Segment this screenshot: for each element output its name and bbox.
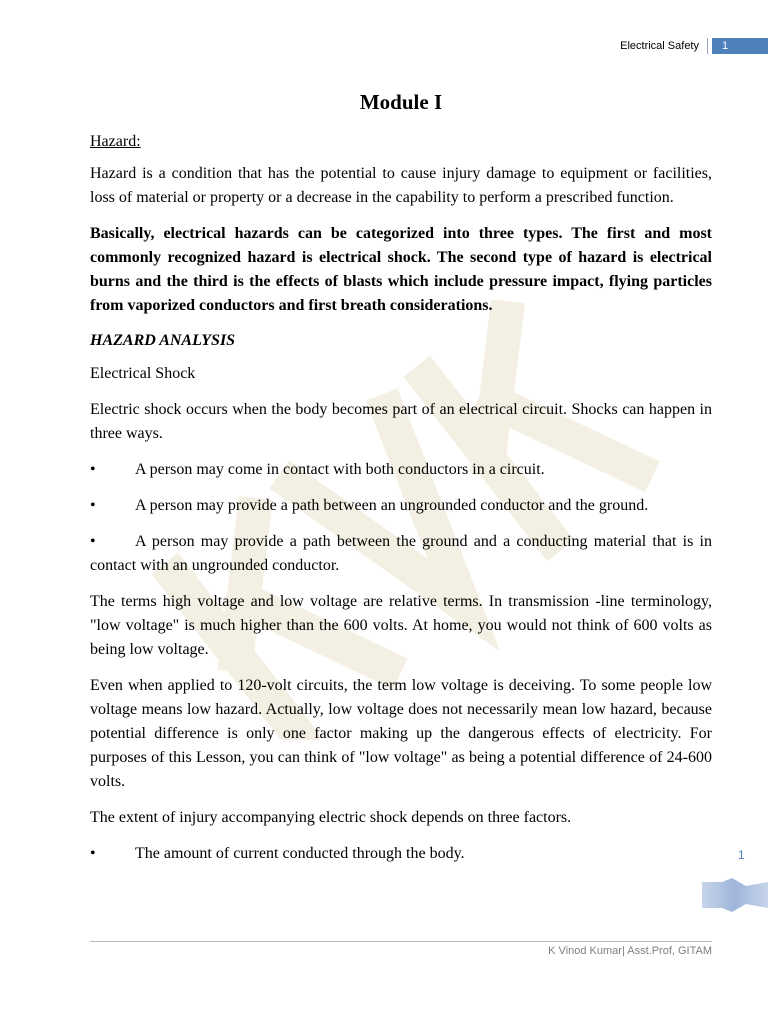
header-page-number: 1: [712, 38, 768, 54]
bullet-text: A person may come in contact with both conductors in a circuit.: [135, 461, 545, 478]
hazard-heading: Hazard:: [90, 133, 141, 150]
bullet-text: A person may provide a path between an ungrounded conductor and the ground.: [135, 497, 649, 514]
list-item: [90, 458, 712, 482]
bullet-mark: •: [90, 461, 96, 478]
voltage-terms-paragraph: The terms high voltage and low voltage are relative terms. In transmission -line terminology, "low voltage" is much higher than the 600 volts. At home, you would not think of 600 volts as being low voltage.: [90, 593, 712, 658]
module-title: Module I: [359, 90, 443, 114]
low-voltage-paragraph: Even when applied to 120-volt circuits, the term low voltage is deceiving. To some people low voltage means low hazard. Actually, low voltage does not necessarily mean low hazard, because potential difference is only one factor making up the dangerous effects of electricity. For purposes of this Lesson, you can think of "low voltage" as being a potential difference of 24-600 volts.: [90, 677, 712, 790]
header-title: Electrical Safety: [620, 38, 708, 54]
bullet-text: The amount of current conducted through the body.: [135, 845, 465, 862]
shock-definition: Electric shock occurs when the body becomes part of an electrical circuit. Shocks can happen in three ways.: [90, 401, 712, 442]
hazard-types-paragraph: Basically, electrical hazards can be categorized into three types. The first and most commonly recognized hazard is electrical shock. The second type of hazard is electrical burns and the third is the effects of blasts which include pressure impact, flying particles from vaporized conductors and first breath considerations.: [90, 225, 712, 314]
bullet-mark: •: [90, 845, 96, 862]
electrical-shock-heading: Electrical Shock: [90, 365, 196, 382]
bullet-text: A person may provide a path between the ground and a conducting material that is in contact with an ungrounded conductor.: [90, 533, 712, 574]
list-item: [90, 530, 712, 578]
hazard-analysis-heading: HAZARD ANALYSIS: [90, 332, 236, 349]
document-body: [90, 90, 712, 878]
list-item: [90, 494, 712, 518]
footer-divider: [90, 941, 712, 942]
page-tab-shape: [702, 878, 768, 912]
bullet-mark: •: [90, 533, 96, 550]
side-page-number: 1: [738, 848, 745, 862]
page-header: [620, 36, 768, 56]
hazard-definition: Hazard is a condition that has the potential to cause injury damage to equipment or facilities, loss of material or property or a decrease in the capability to perform a prescribed function.: [90, 165, 712, 206]
injury-extent-paragraph: The extent of injury accompanying electric shock depends on three factors.: [90, 809, 572, 826]
footer-author: K Vinod Kumar| Asst.Prof, GITAM: [548, 945, 712, 957]
list-item: [90, 842, 712, 866]
bullet-mark: •: [90, 497, 96, 514]
